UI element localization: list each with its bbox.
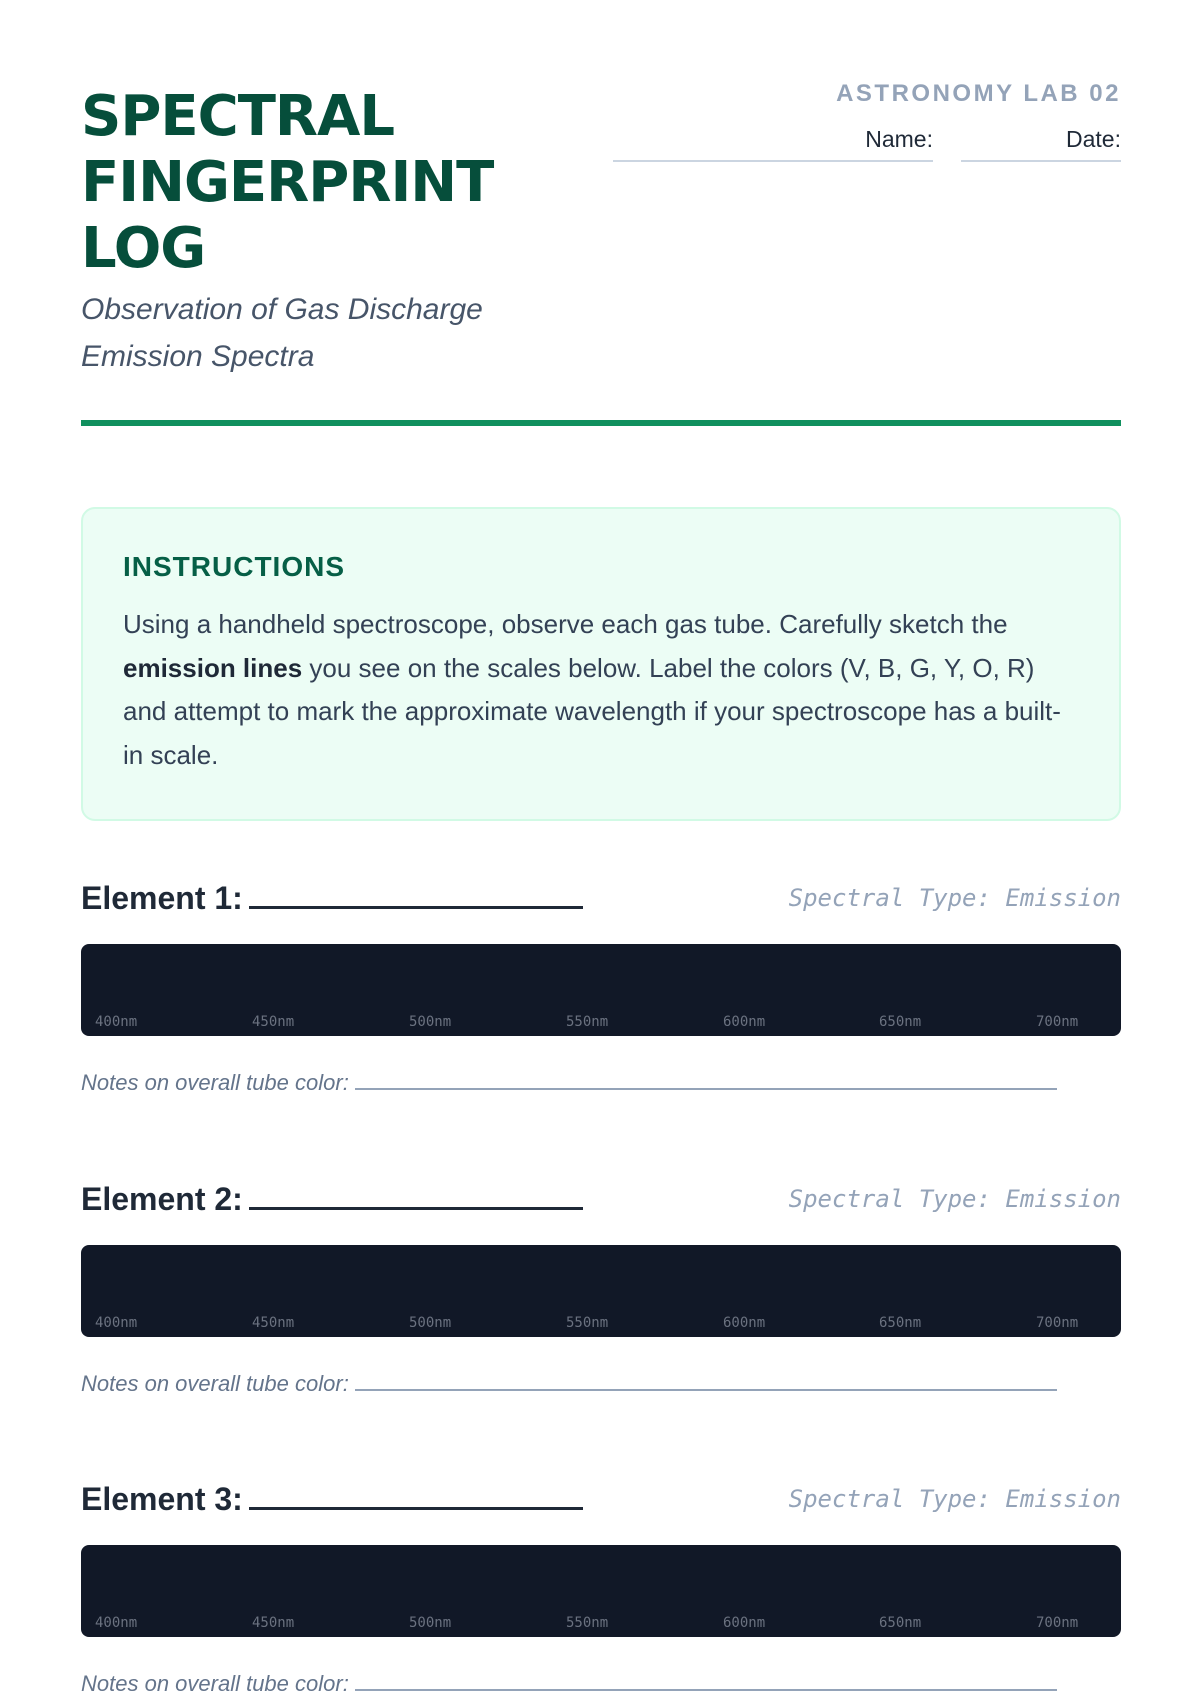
element-title — [81, 1479, 583, 1518]
wavelength-tick-label: 650nm — [879, 1014, 922, 1030]
element-name-blank[interactable] — [249, 1479, 583, 1510]
wavelength-tick-label: 500nm — [409, 1014, 452, 1030]
notes-label: Notes on overall tube color: — [81, 1671, 349, 1696]
notes-blank[interactable] — [355, 1369, 1057, 1391]
wavelength-tick-label: 450nm — [252, 1615, 295, 1631]
lab-label: ASTRONOMY LAB 02 — [836, 80, 1121, 107]
instructions-text — [123, 603, 1079, 777]
notes-label: Notes on overall tube color: — [81, 1371, 349, 1396]
element-label: Element 1: — [81, 880, 243, 916]
element-title — [81, 878, 583, 917]
wavelength-tick-label: 550nm — [566, 1014, 609, 1030]
worksheet-header — [81, 0, 1121, 430]
spectrum-scale[interactable] — [81, 944, 1121, 1036]
wavelength-tick-label: 500nm — [409, 1615, 452, 1631]
notes-row — [81, 1068, 1093, 1096]
worksheet-page — [81, 0, 1121, 1696]
name-label: Name: — [865, 126, 933, 152]
instructions-emphasis: emission lines — [123, 652, 303, 683]
notes-blank[interactable] — [355, 1068, 1057, 1090]
wavelength-tick-label: 700nm — [1036, 1014, 1079, 1030]
notes-label: Notes on overall tube color: — [81, 1070, 349, 1095]
spectrum-scale[interactable] — [81, 1545, 1121, 1637]
date-field[interactable] — [961, 126, 1121, 162]
notes-row — [81, 1369, 1093, 1397]
instructions-text-part-2: you see on the scales below. Label the colors (V, B, G, Y, O, R) and attempt to mark the approximate wavelength if your spectroscope has a built-in scale. — [123, 652, 1061, 770]
element-name-blank[interactable] — [249, 1179, 583, 1210]
wavelength-tick-label: 600nm — [723, 1014, 766, 1030]
element-name-blank[interactable] — [249, 878, 583, 909]
wavelength-tick-label: 550nm — [566, 1615, 609, 1631]
instructions-text-part-1: Using a handheld spectroscope, observe each gas tube. Carefully sketch the — [123, 609, 1008, 639]
wavelength-tick-label: 650nm — [879, 1315, 922, 1331]
name-field[interactable] — [613, 126, 933, 162]
header-divider — [81, 420, 1121, 426]
wavelength-tick-label: 500nm — [409, 1315, 452, 1331]
wavelength-tick-label: 450nm — [252, 1315, 295, 1331]
wavelength-tick-label: 600nm — [723, 1615, 766, 1631]
notes-row — [81, 1669, 1093, 1697]
instructions-heading: INSTRUCTIONS — [123, 551, 345, 582]
instructions-box — [81, 507, 1121, 821]
wavelength-tick-label: 650nm — [879, 1615, 922, 1631]
page-title: SPECTRAL FINGERPRINT LOG — [81, 84, 494, 281]
spectral-type-label: Spectral Type: Emission — [788, 884, 1121, 912]
element-label: Element 3: — [81, 1481, 243, 1517]
wavelength-tick-label: 600nm — [723, 1315, 766, 1331]
date-label: Date: — [1066, 126, 1121, 152]
element-label: Element 2: — [81, 1181, 243, 1217]
notes-blank[interactable] — [355, 1669, 1057, 1691]
spectral-type-label: Spectral Type: Emission — [788, 1185, 1121, 1213]
wavelength-tick-label: 700nm — [1036, 1615, 1079, 1631]
page-subtitle: Observation of Gas Discharge Emission Spectra — [81, 293, 483, 373]
wavelength-tick-label: 700nm — [1036, 1315, 1079, 1331]
wavelength-tick-label: 450nm — [252, 1014, 295, 1030]
spectrum-scale[interactable] — [81, 1245, 1121, 1337]
wavelength-tick-label: 400nm — [95, 1014, 138, 1030]
wavelength-tick-label: 400nm — [95, 1615, 138, 1631]
wavelength-tick-label: 550nm — [566, 1315, 609, 1331]
wavelength-tick-label: 400nm — [95, 1315, 138, 1331]
spectral-type-label: Spectral Type: Emission — [788, 1485, 1121, 1513]
element-title — [81, 1179, 583, 1218]
